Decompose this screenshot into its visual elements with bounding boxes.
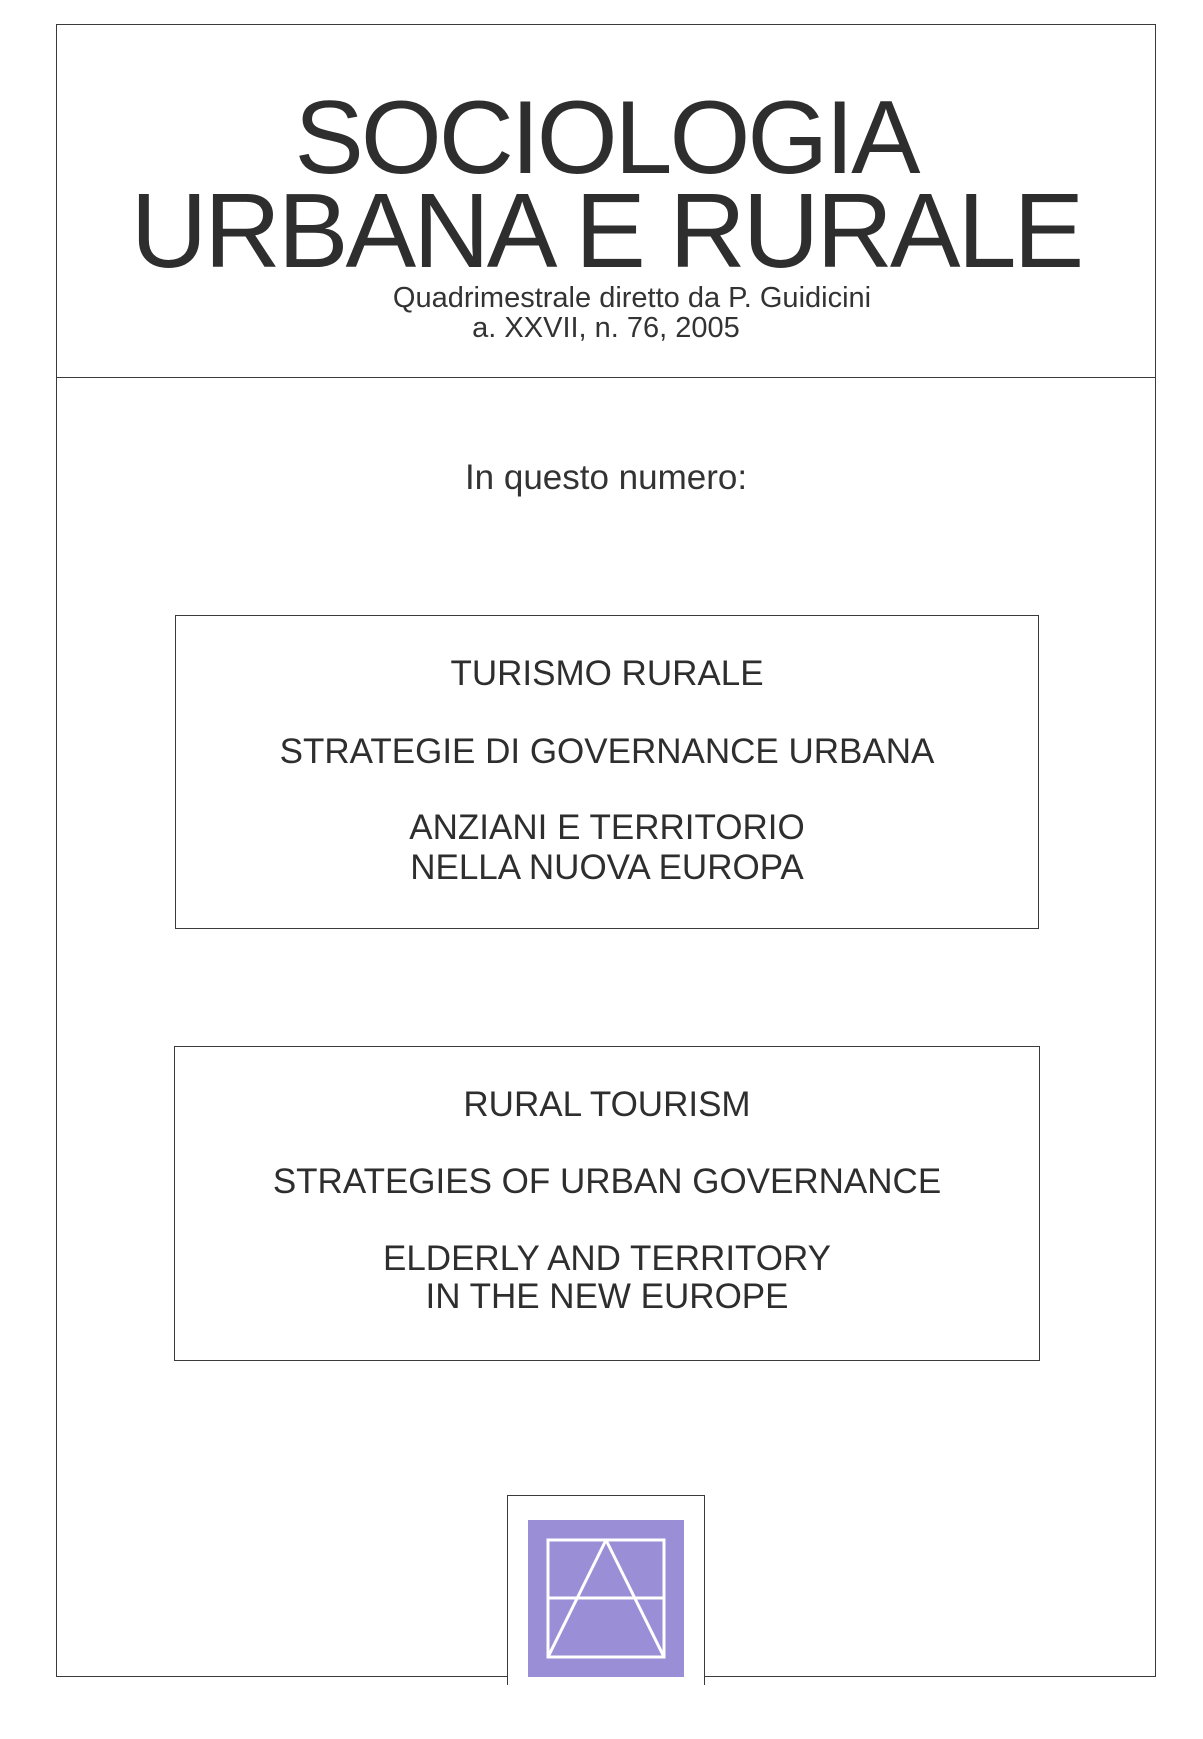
topic-item: NELLA NUOVA EUROPA — [410, 848, 804, 887]
topic-item: ANZIANI E TERRITORIO — [409, 808, 805, 847]
topic-item: STRATEGIES OF URBAN GOVERNANCE — [272, 1162, 942, 1201]
topics-box-english — [174, 1046, 1040, 1361]
journal-title-line1: SOCIOLOGIA — [294, 80, 918, 196]
topic-item: ELDERLY AND TERRITORY — [382, 1239, 832, 1278]
in-this-issue-heading: In questo numero: — [464, 458, 748, 497]
topic-item: RURAL TOURISM — [463, 1085, 751, 1124]
journal-issue: a. XXVII, n. 76, 2005 — [472, 312, 740, 344]
publisher-a-monogram-icon — [528, 1520, 684, 1677]
topic-item: TURISMO RURALE — [450, 654, 764, 693]
journal-title-line2: URBANA E RURALE — [130, 172, 1082, 290]
journal-subtitle: Quadrimestrale diretto da P. Guidicini — [392, 282, 872, 314]
topic-item: STRATEGIE DI GOVERNANCE URBANA — [279, 732, 935, 771]
header-divider — [56, 377, 1156, 378]
topics-box-italian — [175, 615, 1039, 929]
topic-item: IN THE NEW EUROPE — [425, 1277, 789, 1316]
